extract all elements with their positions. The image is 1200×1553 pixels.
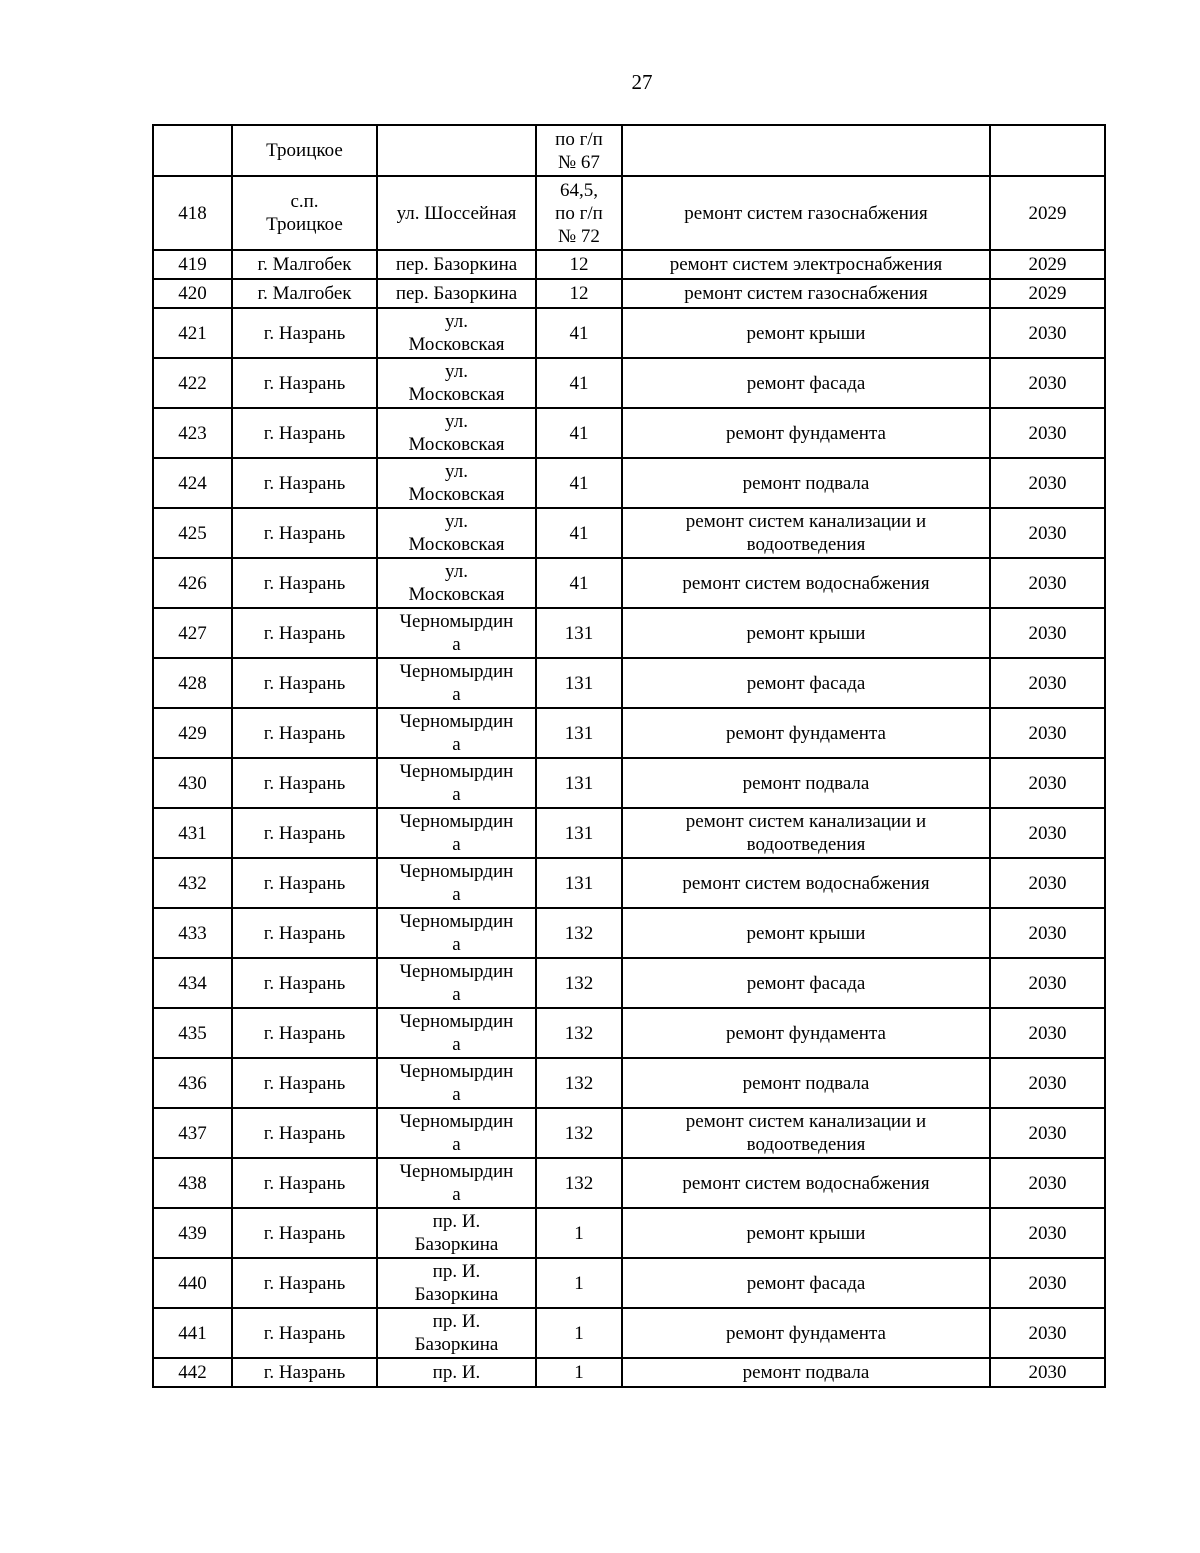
cell-work-type: ремонт фасада — [622, 1258, 990, 1308]
table-row — [153, 1158, 1105, 1208]
cell-house-number: 12 — [536, 250, 622, 279]
cell-work-type: ремонт подвала — [622, 1358, 990, 1387]
cell-year: 2030 — [990, 708, 1105, 758]
cell-street: Черномырдин а — [377, 758, 536, 808]
cell-work-type: ремонт подвала — [622, 758, 990, 808]
cell-row-number: 442 — [153, 1358, 232, 1387]
cell-year: 2030 — [990, 508, 1105, 558]
cell-street: Черномырдин а — [377, 708, 536, 758]
cell-year: 2030 — [990, 1058, 1105, 1108]
cell-street: пер. Базоркина — [377, 279, 536, 308]
cell-row-number: 441 — [153, 1308, 232, 1358]
cell-work-type: ремонт систем электроснабжения — [622, 250, 990, 279]
cell-row-number: 424 — [153, 458, 232, 508]
cell-settlement: г. Назрань — [232, 508, 377, 558]
cell-house-number: 131 — [536, 608, 622, 658]
cell-street: Черномырдин а — [377, 1158, 536, 1208]
table-row — [153, 1058, 1105, 1108]
cell-settlement: г. Назрань — [232, 958, 377, 1008]
cell-settlement: г. Малгобек — [232, 250, 377, 279]
cell-work-type: ремонт фундамента — [622, 408, 990, 458]
cell-year: 2030 — [990, 1208, 1105, 1258]
cell-house-number: 131 — [536, 808, 622, 858]
cell-street: Черномырдин а — [377, 858, 536, 908]
cell-settlement: г. Назрань — [232, 1358, 377, 1387]
cell-work-type: ремонт крыши — [622, 608, 990, 658]
cell-row-number: 434 — [153, 958, 232, 1008]
cell-row-number: 438 — [153, 1158, 232, 1208]
table-row — [153, 508, 1105, 558]
cell-work-type: ремонт фундамента — [622, 1308, 990, 1358]
table-row — [153, 1308, 1105, 1358]
cell-street: ул. Московская — [377, 308, 536, 358]
cell-row-number: 433 — [153, 908, 232, 958]
table-row — [153, 858, 1105, 908]
cell-house-number: 1 — [536, 1208, 622, 1258]
cell-street: Черномырдин а — [377, 958, 536, 1008]
cell-year: 2029 — [990, 279, 1105, 308]
cell-year: 2030 — [990, 1008, 1105, 1058]
cell-street: пер. Базоркина — [377, 250, 536, 279]
cell-house-number: 132 — [536, 908, 622, 958]
cell-house-number: 41 — [536, 308, 622, 358]
cell-row-number: 439 — [153, 1208, 232, 1258]
cell-settlement: г. Малгобек — [232, 279, 377, 308]
cell-row-number — [153, 125, 232, 176]
cell-work-type: ремонт фасада — [622, 658, 990, 708]
cell-row-number: 418 — [153, 176, 232, 250]
table-row — [153, 1258, 1105, 1308]
table-row — [153, 308, 1105, 358]
cell-row-number: 429 — [153, 708, 232, 758]
table-row — [153, 708, 1105, 758]
cell-settlement: г. Назрань — [232, 558, 377, 608]
cell-house-number: 131 — [536, 658, 622, 708]
cell-street: пр. И. — [377, 1358, 536, 1387]
table-row — [153, 250, 1105, 279]
cell-house-number: 41 — [536, 408, 622, 458]
cell-street: Черномырдин а — [377, 908, 536, 958]
cell-row-number: 419 — [153, 250, 232, 279]
cell-row-number: 432 — [153, 858, 232, 908]
cell-year: 2030 — [990, 1108, 1105, 1158]
table-row — [153, 808, 1105, 858]
cell-settlement: г. Назрань — [232, 608, 377, 658]
cell-street: Черномырдин а — [377, 1108, 536, 1158]
cell-settlement: г. Назрань — [232, 758, 377, 808]
cell-house-number: 41 — [536, 508, 622, 558]
page-number: 27 — [631, 70, 653, 94]
cell-settlement: г. Назрань — [232, 308, 377, 358]
cell-settlement: г. Назрань — [232, 1308, 377, 1358]
cell-work-type: ремонт фундамента — [622, 1008, 990, 1058]
cell-year: 2030 — [990, 958, 1105, 1008]
cell-house-number: 132 — [536, 1108, 622, 1158]
cell-work-type: ремонт систем газоснабжения — [622, 279, 990, 308]
cell-year: 2029 — [990, 250, 1105, 279]
cell-row-number: 430 — [153, 758, 232, 808]
cell-street: ул. Московская — [377, 458, 536, 508]
cell-work-type: ремонт крыши — [622, 308, 990, 358]
cell-row-number: 425 — [153, 508, 232, 558]
table-row — [153, 658, 1105, 708]
cell-settlement: г. Назрань — [232, 1158, 377, 1208]
cell-work-type: ремонт фундамента — [622, 708, 990, 758]
cell-settlement: г. Назрань — [232, 658, 377, 708]
cell-settlement: г. Назрань — [232, 708, 377, 758]
cell-year — [990, 125, 1105, 176]
cell-street: Черномырдин а — [377, 608, 536, 658]
cell-house-number: 1 — [536, 1308, 622, 1358]
cell-settlement: Троицкое — [232, 125, 377, 176]
table-row — [153, 758, 1105, 808]
cell-street: Черномырдин а — [377, 808, 536, 858]
cell-row-number: 426 — [153, 558, 232, 608]
cell-work-type: ремонт систем канализации и водоотведения — [622, 1108, 990, 1158]
cell-house-number: 132 — [536, 958, 622, 1008]
cell-house-number: 132 — [536, 1008, 622, 1058]
cell-street — [377, 125, 536, 176]
table-row — [153, 908, 1105, 958]
cell-house-number: 12 — [536, 279, 622, 308]
cell-row-number: 422 — [153, 358, 232, 408]
cell-street: ул. Московская — [377, 358, 536, 408]
cell-row-number: 428 — [153, 658, 232, 708]
cell-year: 2030 — [990, 1258, 1105, 1308]
cell-work-type: ремонт крыши — [622, 1208, 990, 1258]
cell-house-number: 131 — [536, 758, 622, 808]
cell-street: пр. И. Базоркина — [377, 1208, 536, 1258]
cell-row-number: 437 — [153, 1108, 232, 1158]
table-row — [153, 1208, 1105, 1258]
cell-street: ул. Шоссейная — [377, 176, 536, 250]
cell-house-number: 131 — [536, 858, 622, 908]
cell-settlement: г. Назрань — [232, 1258, 377, 1308]
table-row — [153, 608, 1105, 658]
cell-settlement: г. Назрань — [232, 1208, 377, 1258]
table-row — [153, 358, 1105, 408]
cell-settlement: г. Назрань — [232, 1108, 377, 1158]
cell-year: 2030 — [990, 308, 1105, 358]
table-row — [153, 1358, 1105, 1387]
cell-work-type: ремонт фасада — [622, 358, 990, 408]
cell-year: 2030 — [990, 558, 1105, 608]
cell-work-type: ремонт подвала — [622, 1058, 990, 1108]
cell-year: 2030 — [990, 858, 1105, 908]
cell-work-type: ремонт подвала — [622, 458, 990, 508]
cell-work-type: ремонт систем водоснабжения — [622, 1158, 990, 1208]
cell-house-number: 64,5, по г/п № 72 — [536, 176, 622, 250]
repair-schedule-table — [152, 124, 1106, 1388]
cell-work-type: ремонт систем канализации и водоотведения — [622, 508, 990, 558]
cell-year: 2030 — [990, 458, 1105, 508]
cell-work-type: ремонт крыши — [622, 908, 990, 958]
cell-row-number: 427 — [153, 608, 232, 658]
cell-work-type: ремонт систем водоснабжения — [622, 558, 990, 608]
cell-year: 2030 — [990, 808, 1105, 858]
cell-year: 2030 — [990, 408, 1105, 458]
cell-street: пр. И. Базоркина — [377, 1308, 536, 1358]
cell-settlement: г. Назрань — [232, 808, 377, 858]
cell-house-number: по г/п № 67 — [536, 125, 622, 176]
cell-settlement: г. Назрань — [232, 358, 377, 408]
cell-settlement: г. Назрань — [232, 408, 377, 458]
cell-settlement: г. Назрань — [232, 858, 377, 908]
cell-street: ул. Московская — [377, 408, 536, 458]
cell-house-number: 132 — [536, 1058, 622, 1108]
cell-row-number: 431 — [153, 808, 232, 858]
cell-house-number: 41 — [536, 358, 622, 408]
cell-settlement: г. Назрань — [232, 1008, 377, 1058]
table-row — [153, 558, 1105, 608]
cell-year: 2030 — [990, 758, 1105, 808]
cell-street: Черномырдин а — [377, 658, 536, 708]
cell-year: 2029 — [990, 176, 1105, 250]
cell-row-number: 420 — [153, 279, 232, 308]
cell-house-number: 132 — [536, 1158, 622, 1208]
cell-street: Черномырдин а — [377, 1058, 536, 1108]
cell-year: 2030 — [990, 358, 1105, 408]
cell-year: 2030 — [990, 1358, 1105, 1387]
cell-house-number: 41 — [536, 558, 622, 608]
cell-row-number: 421 — [153, 308, 232, 358]
cell-house-number: 1 — [536, 1258, 622, 1308]
cell-work-type: ремонт систем газоснабжения — [622, 176, 990, 250]
table-row — [153, 1108, 1105, 1158]
cell-settlement: г. Назрань — [232, 1058, 377, 1108]
table-row — [153, 279, 1105, 308]
cell-street: ул. Московская — [377, 508, 536, 558]
table-row — [153, 958, 1105, 1008]
cell-work-type: ремонт фасада — [622, 958, 990, 1008]
cell-row-number: 423 — [153, 408, 232, 458]
cell-row-number: 435 — [153, 1008, 232, 1058]
cell-settlement: г. Назрань — [232, 908, 377, 958]
cell-settlement: г. Назрань — [232, 458, 377, 508]
cell-house-number: 131 — [536, 708, 622, 758]
cell-work-type: ремонт систем водоснабжения — [622, 858, 990, 908]
cell-house-number: 41 — [536, 458, 622, 508]
cell-year: 2030 — [990, 1308, 1105, 1358]
cell-year: 2030 — [990, 1158, 1105, 1208]
table-body — [153, 125, 1105, 1387]
cell-row-number: 436 — [153, 1058, 232, 1108]
table-row — [153, 408, 1105, 458]
cell-row-number: 440 — [153, 1258, 232, 1308]
cell-work-type — [622, 125, 990, 176]
cell-street: ул. Московская — [377, 558, 536, 608]
cell-year: 2030 — [990, 658, 1105, 708]
cell-house-number: 1 — [536, 1358, 622, 1387]
cell-street: Черномырдин а — [377, 1008, 536, 1058]
table-row — [153, 1008, 1105, 1058]
cell-street: пр. И. Базоркина — [377, 1258, 536, 1308]
table-row — [153, 125, 1105, 176]
table-row — [153, 458, 1105, 508]
cell-work-type: ремонт систем канализации и водоотведения — [622, 808, 990, 858]
table-row — [153, 176, 1105, 250]
cell-year: 2030 — [990, 608, 1105, 658]
cell-year: 2030 — [990, 908, 1105, 958]
cell-settlement: с.п. Троицкое — [232, 176, 377, 250]
